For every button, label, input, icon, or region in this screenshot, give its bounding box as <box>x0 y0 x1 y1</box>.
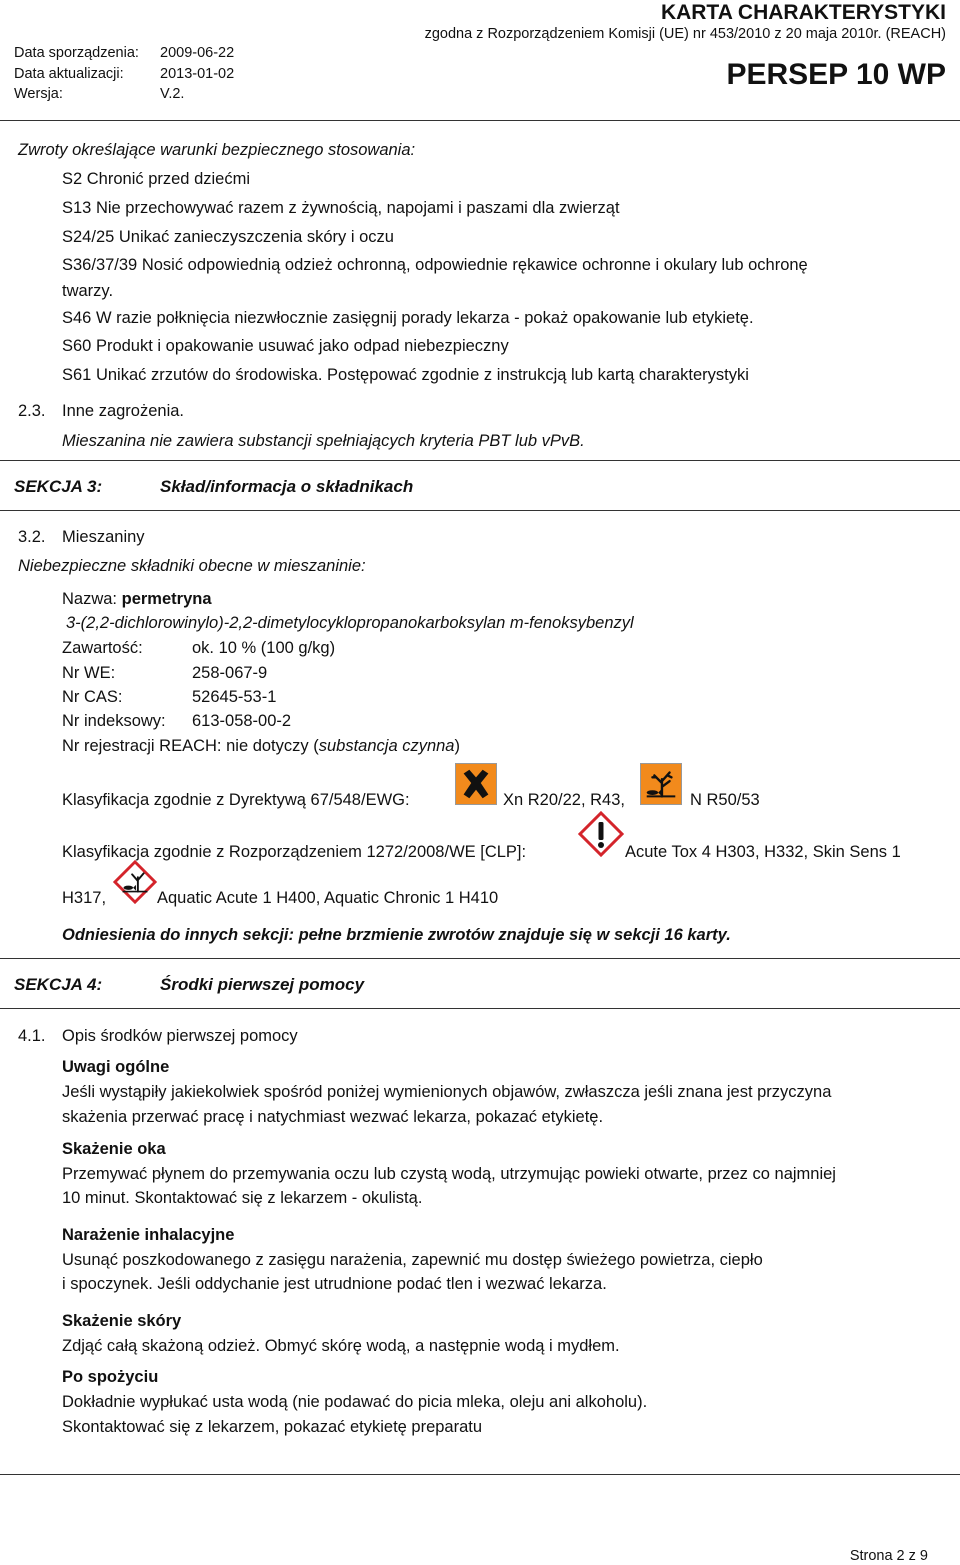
other-hazards-text: Mieszanina nie zawiera substancji spełniających kryteria PBT lub vPvB. <box>62 432 585 450</box>
section3-label: SEKCJA 3: <box>14 477 103 496</box>
environment-ghs-icon <box>113 860 157 904</box>
version-value: V.2. <box>160 86 185 102</box>
reach-registration <box>62 737 460 757</box>
inhalation-line1: Usunąć poszkodowanego z zasięgu narażenia, zapewnić mu dostęp świeżego powietrza, ciepło <box>62 1251 763 1269</box>
component-name-value: permetryna <box>121 590 212 608</box>
clp-classes-line1: Acute Tox 4 H303, H332, Skin Sens 1 <box>625 843 901 861</box>
safety-s2: S2 Chronić przed dziećmi <box>62 170 250 188</box>
version-label: Wersja: <box>14 86 63 102</box>
section3-title: Skład/informacja o składnikach <box>160 477 414 496</box>
section-reference: Odniesienia do innych sekcji: pełne brzmienie zwrotów znajduje się w sekcji 16 karty. <box>62 926 731 944</box>
component-name-row <box>62 590 212 610</box>
inhalation-title: Narażenie inhalacyjne <box>62 1226 235 1244</box>
other-hazards-title: Inne zagrożenia. <box>62 402 185 420</box>
updated-date-value: 2013-01-02 <box>160 66 235 82</box>
section4-divider-top <box>0 958 960 959</box>
ingestion-line1: Dokładnie wypłukać usta wodą (nie podawać do picia mleka, oleju ani alkoholu). <box>62 1393 648 1411</box>
first-aid-number: 4.1. <box>18 1027 46 1045</box>
dsd-xn-phrases: Xn R20/22, R43, <box>503 791 625 809</box>
updated-date-label: Data aktualizacji: <box>14 66 124 82</box>
content-value: ok. 10 % (100 g/kg) <box>192 639 336 657</box>
header-divider <box>0 120 960 121</box>
reach-prefix: Nr rejestracji REACH: nie dotyczy ( <box>62 737 319 755</box>
dsd-n-phrases: N R50/53 <box>690 791 760 809</box>
cas-number-label: Nr CAS: <box>62 688 123 706</box>
first-aid-title: Opis środków pierwszej pomocy <box>62 1027 298 1045</box>
section4-divider-bottom <box>0 1008 960 1009</box>
document-title: KARTA CHARAKTERYSTYKI <box>660 1 946 24</box>
mixtures-intro <box>18 557 366 577</box>
mixtures-intro-text: Niebezpieczne składniki obecne w mieszaninie: <box>18 557 366 575</box>
other-hazards-number: 2.3. <box>18 402 46 420</box>
section3-divider-bottom <box>0 510 960 511</box>
dsd-classification-label: Klasyfikacja zgodnie z Dyrektywą 67/548/EWG: <box>62 791 410 809</box>
prepared-date-value: 2009-06-22 <box>160 45 235 61</box>
we-number-label: Nr WE: <box>62 664 116 682</box>
reach-italic: substancja czynna <box>318 737 455 755</box>
eye-contact-line1: Przemywać płynem do przemywania oczu lub czystą wodą, utrzymując powieki otwarte, przez co najmniej <box>62 1165 836 1183</box>
prepared-date-label: Data sporządzenia: <box>14 45 139 61</box>
clp-classes-h317: H317, <box>62 889 107 907</box>
index-number-value: 613-058-00-2 <box>192 712 292 730</box>
we-number-value: 258-067-9 <box>192 664 268 682</box>
cas-number-value: 52645-53-1 <box>192 688 277 706</box>
component-name-label: Nazwa: <box>62 590 118 608</box>
safety-s13: S13 Nie przechowywać razem z żywnością, napojami i paszami dla zwierząt <box>62 199 620 217</box>
section4-title: Środki pierwszej pomocy <box>160 975 365 994</box>
footer-divider <box>0 1474 960 1475</box>
clp-classes-line2: Aquatic Acute 1 H400, Aquatic Chronic 1 H410 <box>157 889 499 907</box>
safety-s46: S46 W razie połknięcia niezwłocznie zasięgnij porady lekarza - pokaż opakowanie lub etykietę. <box>62 309 754 327</box>
inhalation-line2: i spoczynek. Jeśli oddychanie jest utrudnione podać tlen i wezwać lekarza. <box>62 1275 607 1293</box>
harmful-x-pictogram-icon <box>455 763 497 805</box>
eye-contact-title: Skażenie oka <box>62 1140 166 1158</box>
safety-s2425: S24/25 Unikać zanieczyszczenia skóry i oczu <box>62 228 394 246</box>
section3-divider-top <box>0 460 960 461</box>
skin-contact-line1: Zdjąć całą skażoną odzież. Obmyć skórę wodą, a następnie wodą i mydłem. <box>62 1337 620 1355</box>
general-notes-line1: Jeśli wystąpiły jakiekolwiek spośród poniżej wymienionych objawów, zwłaszcza jeśli znana jest przyczyna <box>62 1083 832 1101</box>
eye-contact-line2: 10 minut. Skontaktować się z lekarzem - okulistą. <box>62 1189 423 1207</box>
clp-classification-label: Klasyfikacja zgodnie z Rozporządzeniem 1272/2008/WE [CLP]: <box>62 843 527 861</box>
regulation-line: zgodna z Rozporządzeniem Komisji (UE) nr 453/2010 z 20 maja 2010r. (REACH) <box>424 26 946 42</box>
safety-heading: Zwroty określające warunki bezpiecznego stosowania: <box>18 141 416 159</box>
reach-suffix: ) <box>454 737 460 755</box>
safety-s60: S60 Produkt i opakowanie usuwać jako odpad niebezpieczny <box>62 337 509 355</box>
general-notes-line2: skażenia przerwać pracę i natychmiast wezwać lekarza, pokazać etykietę. <box>62 1108 604 1126</box>
component-chemical-name: 3-(2,2-dichlorowinylo)-2,2-dimetylocyklopropanokarboksylan m-fenoksybenzyl <box>66 614 634 632</box>
index-number-label: Nr indeksowy: <box>62 712 166 730</box>
exclamation-mark-ghs-icon <box>578 811 624 857</box>
safety-s363739-line2: twarzy. <box>62 282 114 300</box>
section4-label: SEKCJA 4: <box>14 975 103 994</box>
ingestion-line2: Skontaktować się z lekarzem, pokazać etykietę preparatu <box>62 1418 483 1436</box>
skin-contact-title: Skażenie skóry <box>62 1312 182 1330</box>
mixtures-title: Mieszaniny <box>62 528 145 546</box>
safety-s363739-line1: S36/37/39 Nosić odpowiednią odzież ochronną, odpowiednie rękawice ochronne i okulary lub ochronę <box>62 256 808 274</box>
content-label: Zawartość: <box>62 639 143 657</box>
mixtures-number: 3.2. <box>18 528 46 546</box>
general-notes-title: Uwagi ogólne <box>62 1058 170 1076</box>
ingestion-title: Po spożyciu <box>62 1368 159 1386</box>
page-number: Strona 2 z 9 <box>849 1548 928 1564</box>
dead-tree-fish-environment-icon <box>640 763 682 805</box>
safety-s61: S61 Unikać zrzutów do środowiska. Postępować zgodnie z instrukcją lub kartą charakterystyki <box>62 366 749 384</box>
product-name: PERSEP 10 WP <box>726 58 946 91</box>
